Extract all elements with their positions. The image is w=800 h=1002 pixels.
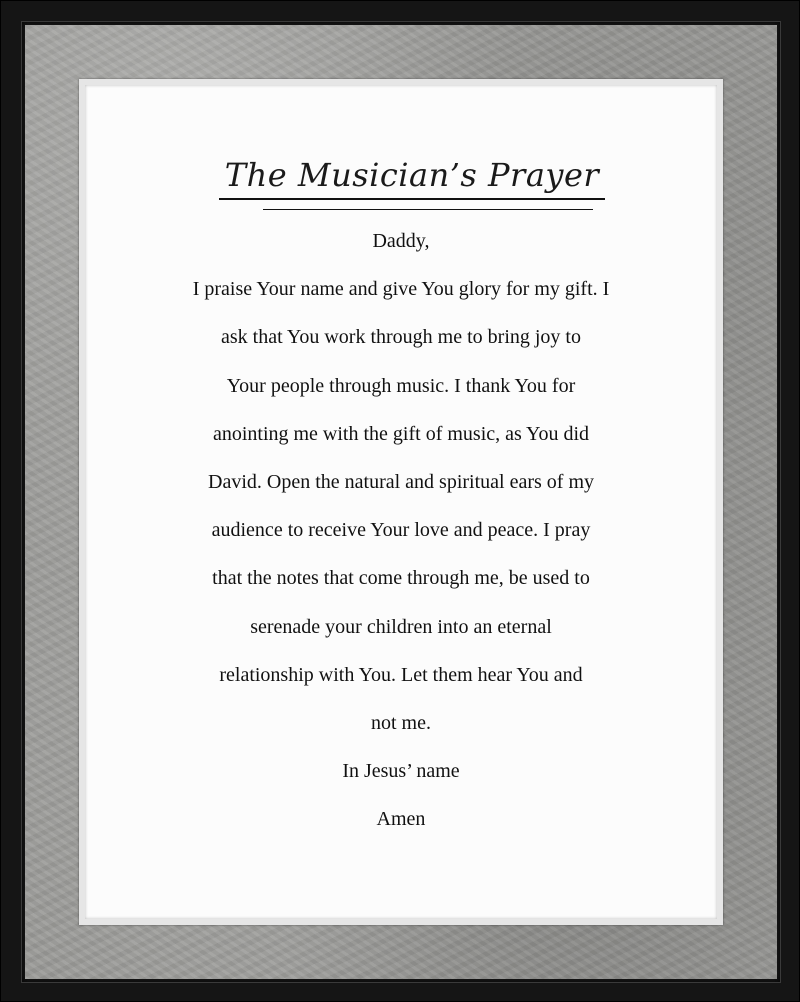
prayer-line: audience to receive Your love and peace. I pray xyxy=(211,519,591,542)
prayer-line: David. Open the natural and spiritual ears of my xyxy=(208,470,594,493)
prayer-line: relationship with You. Let them hear You and xyxy=(219,663,583,686)
prayer-line: serenade your children into an eternal xyxy=(250,615,552,638)
prayer-line: I praise Your name and give You glory for my gift. I xyxy=(192,278,610,301)
prayer-line: that the notes that come through me, be used to xyxy=(212,567,590,590)
title-underline xyxy=(263,209,593,210)
closing-line: In Jesus’ name xyxy=(342,760,460,783)
signoff-line: Amen xyxy=(376,808,426,831)
prayer-line: Your people through music. I thank You for xyxy=(226,374,576,397)
prayer-line: anointing me with the gift of music, as You did xyxy=(212,422,590,445)
prayer-line: not me. xyxy=(371,711,431,734)
paper-sheet xyxy=(85,85,717,919)
prayer-line: ask that You work through me to bring joy to xyxy=(221,326,581,349)
prayer-text xyxy=(145,217,657,843)
greeting-line: Daddy, xyxy=(372,230,430,252)
title-container xyxy=(85,157,717,200)
page-title: The Musician’s Prayer xyxy=(219,157,605,200)
